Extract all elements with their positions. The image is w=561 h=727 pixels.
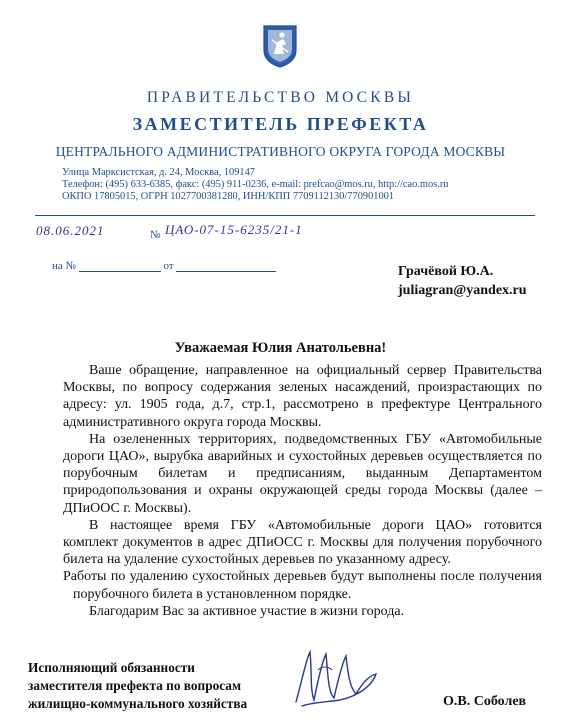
signer-title-line: заместителя префекта по вопросам (28, 678, 242, 693)
paragraph: Благодарим Вас за активное участие в жизни города. (89, 603, 405, 619)
reply-prefix: на № (52, 260, 77, 272)
paragraph: Ваше обращение, направленное на официальный сервер Правительства Москвы, по вопросу содержания зеленых насаждений, произрастающих по адресу: ул. 1905 года, д.7, стр.1, рассмотрено в префектуре Центрального административного округа города Москвы. (63, 363, 542, 430)
government-title: ПРАВИТЕЛЬСТВО МОСКВЫ (146, 89, 415, 106)
district-title: ЦЕНТРАЛЬНОГО АДМИНИСТРАТИВНОГО ОКРУГА ГОРОДА МОСКВЫ (55, 144, 506, 159)
phone-line: Телефон: (495) 633-6385, факс: (495) 911-0236, e-mail: prefcao@mos.ru, http://cao.mos.ru (62, 179, 449, 190)
handwritten-date: 08.06.2021 (36, 223, 105, 238)
reply-from-label: от (163, 260, 174, 272)
reply-reference (52, 260, 276, 272)
reply-number-line (79, 271, 161, 272)
recipient-name: Грачёвой Ю.А. (398, 264, 494, 279)
reply-date-line (176, 271, 276, 272)
paragraph: На озелененных территориях, подведомственных ГБУ «Автомобильные дороги ЦАО», вырубка аварийных и сухостойных деревьев осуществляется по порубочным билетам и предписаниям, выданным Департаментом природопользования и охраны окружающей среды города Москвы (далее – ДПиООС г. Москвы). (63, 431, 542, 516)
handwritten-signature (288, 640, 398, 712)
signer-name: О.В. Соболев (443, 694, 527, 709)
contact-block (62, 167, 448, 203)
codes-line: ОКПО 17805015, ОГРН 1027700381280, ИНН/КПП 7709112130/770901001 (62, 191, 395, 202)
paragraph: Работы по удалению сухостойных деревьев будут выполнены после получения порубочного билета в установленном порядке. (63, 569, 542, 602)
greeting: Уважаемая Юлия Анатольевна! (174, 340, 387, 356)
header-divider (35, 215, 535, 216)
signer-title (28, 659, 247, 713)
position-title: ЗАМЕСТИТЕЛЬ ПРЕФЕКТА (132, 114, 429, 134)
handwritten-number: ЦАО-07-15-6235/21-1 (165, 222, 303, 237)
recipient-email: juliagran@yandex.ru (398, 283, 527, 298)
recipient-block (398, 262, 527, 300)
signer-title-line: жилищно-коммунального хозяйства (28, 696, 248, 711)
letter-body (63, 362, 542, 620)
address-line: Улица Марксистская, д. 24, Москва, 109147 (62, 167, 255, 178)
paragraph: В настоящее время ГБУ «Автомобильные дороги ЦАО» готовится комплект документов в адрес ДПиОСС г. Москвы для получения порубочного билета на удаление сухостойных деревьев по указанному адресу. (63, 517, 542, 568)
signer-title-line: Исполняющий обязанности (28, 660, 195, 675)
number-label: № (150, 229, 161, 241)
moscow-coat-of-arms-icon (262, 24, 298, 68)
